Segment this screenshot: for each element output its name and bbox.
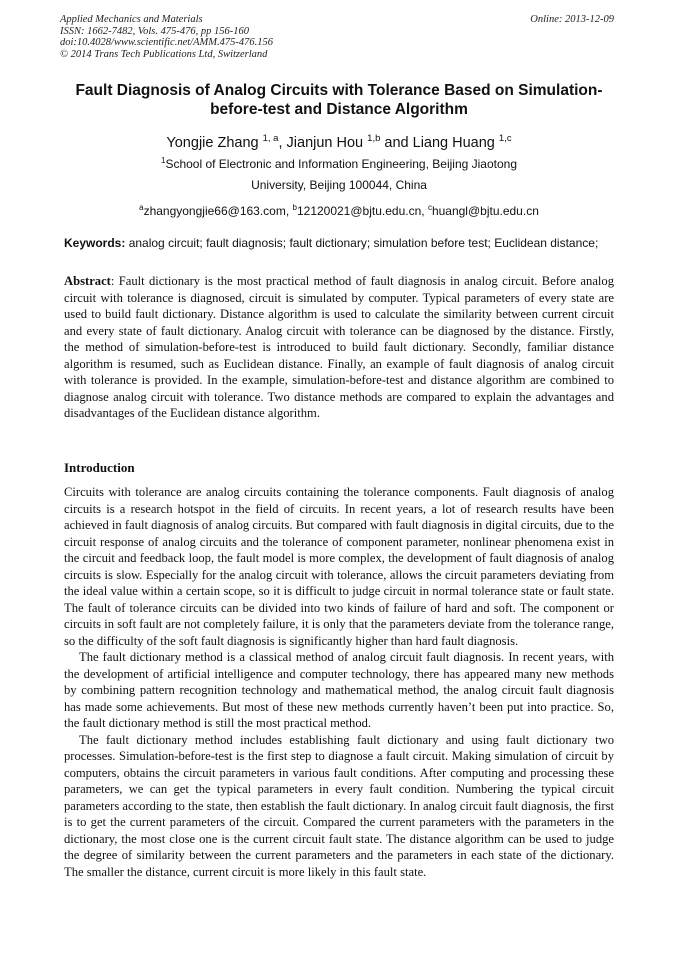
author-affiliation-mark: 1, a [262, 133, 279, 144]
email-mark: a [139, 203, 144, 212]
doi-line: doi:10.4028/www.scientific.net/AMM.475-476.156 [60, 37, 273, 48]
abstract [64, 273, 614, 422]
abstract-label: Abstract [64, 274, 111, 288]
author-name: Liang Huang [412, 135, 495, 151]
email-address[interactable]: huangl@bjtu.edu.cn [431, 204, 539, 218]
paragraph: The fault dictionary method is a classical method of analog circuit fault diagnosis. In recent years, with the development of artificial intelligence and computer technology, there has appeared many new methods by combining pattern recognition technology and mathematical method, the analog circuit fault diagnosis has made some achievements. But most of these new methods currently haven’t been put into practice. So, the fault dictionary method is still the most practical method. [64, 650, 614, 730]
paragraph: The fault dictionary method includes establishing fault dictionary and using fault dictionary two processes. Simulation-before-test is the first step to diagnose a fault circuit. Making simulation of circuit by computers, obtains the circuit parameters in various fault conditions. After computing and processing these parameters, we can get the typical parameters in every fault condition. Numbering the typical circuit parameters according to the state, then establish the fault dictionary. In analog circuit fault diagnosis, the first is to get the current parameters of the circuit. Compared the current parameters with the parameters in the dictionary, the most close one is the current circuit fault state. The distance algorithm can be used to judge the degree of similarity between the current parameters and the parameters in each state of the dictionary. The smaller the distance, current circuit is more likely in this fault state. [64, 732, 614, 879]
copyright-line: © 2014 Trans Tech Publications Ltd, Switzerland [60, 48, 268, 60]
introduction-body [64, 484, 614, 880]
author-separator: , [278, 135, 287, 151]
affiliation-mark: 1 [160, 156, 166, 165]
section-heading-introduction: Introduction [64, 460, 135, 475]
affiliation-line-2: University, Beijing 100044, China [251, 178, 427, 192]
keywords [64, 236, 614, 251]
paper-title: Fault Diagnosis of Analog Circuits with Tolerance Based on Simulation-before-test and Distance Algorithm [75, 82, 603, 118]
author-name: Jianjun Hou [286, 135, 364, 151]
author-separator: and [380, 135, 413, 151]
email-mark: b [292, 203, 297, 212]
email-mark: c [427, 203, 432, 212]
journal-name: Applied Mechanics and Materials [60, 14, 203, 25]
journal-header [60, 14, 614, 60]
keywords-text: analog circuit; fault diagnosis; fault dictionary; simulation before test; Euclidean distance; [125, 236, 599, 250]
email-address[interactable]: zhangyongjie66@163.com [143, 204, 286, 218]
author-list [60, 129, 618, 153]
author-affiliation-mark: 1,b [367, 133, 381, 144]
paragraph: Circuits with tolerance are analog circuits containing the tolerance components. Fault diagnosis of analog circuits is a research hotspot in the field of circuits. In recent years, a lot of research results have been achieved in fault diagnosis of analog circuits. But compared with fault diagnosis in digital circuits, due to the circuit response of analog circuits and the tolerance of component parameter, nonlinear phenomena exist in the circuit and feedback loop, the fault model is more complex, the development of fault diagnosis of analog circuits is slow. Especially for the analog circuit with tolerance, allows the circuit parameters deviating from the ideal value within a certain scope, so it is difficult to judge circuit in normal tolerance state or fault state. The fault of tolerance circuits can be divided into two kinds of failure of hard and soft. The component or circuits in soft fault are not completely failure, it is only that the parameters deviate from the tolerance range, so the difficulty of the soft fault diagnosis is significantly higher than hard fault diagnosis. [64, 485, 614, 648]
email-list: $^a$zhangyongjie66@163.com, $^b$12120021@bjtu.edu.cn, $^c$huangl@bjtu.edu.cn [139, 203, 539, 218]
email-address[interactable]: 12120021@bjtu.edu.cn [296, 204, 422, 218]
author-name: Yongjie Zhang [166, 135, 259, 151]
issn-line: ISSN: 1662-7482, Vols. 475-476, pp 156-160 [60, 25, 249, 37]
author-affiliation-mark: 1,c [498, 133, 512, 144]
abstract-text: : Fault dictionary is the most practical method of fault diagnosis in analog circuit. Before analog circuit with tolerance is diagnosed, circuit is simulated by computer. Typical parameters of every state are used to build fault dictionary. Distance algorithm is used to calculate the similarity between current circuit and every state of fault dictionary. Analog circuit with tolerance can be diagnosed by the distance. Firstly, the method of simulation-before-test is introduced to build fault dictionary. Secondly, familiar distance algorithm is resumed, such as Euclidean distance. Finally, an example of fault diagnosis of analog circuit with tolerance is provided. In the example, simulation-before-test and distance algorithm are combined to diagnose analog circuit with tolerance. Two distance methods are compared to explain the advantages and disadvantages of the Euclidean distance algorithm. [64, 274, 614, 420]
online-date: Online: 2013-12-09 [530, 14, 614, 25]
keywords-label: Keywords: [64, 236, 126, 250]
affiliation-line-1 [60, 153, 618, 172]
affiliation-text: School of Electronic and Information Engineering, Beijing Jiaotong [165, 157, 517, 171]
